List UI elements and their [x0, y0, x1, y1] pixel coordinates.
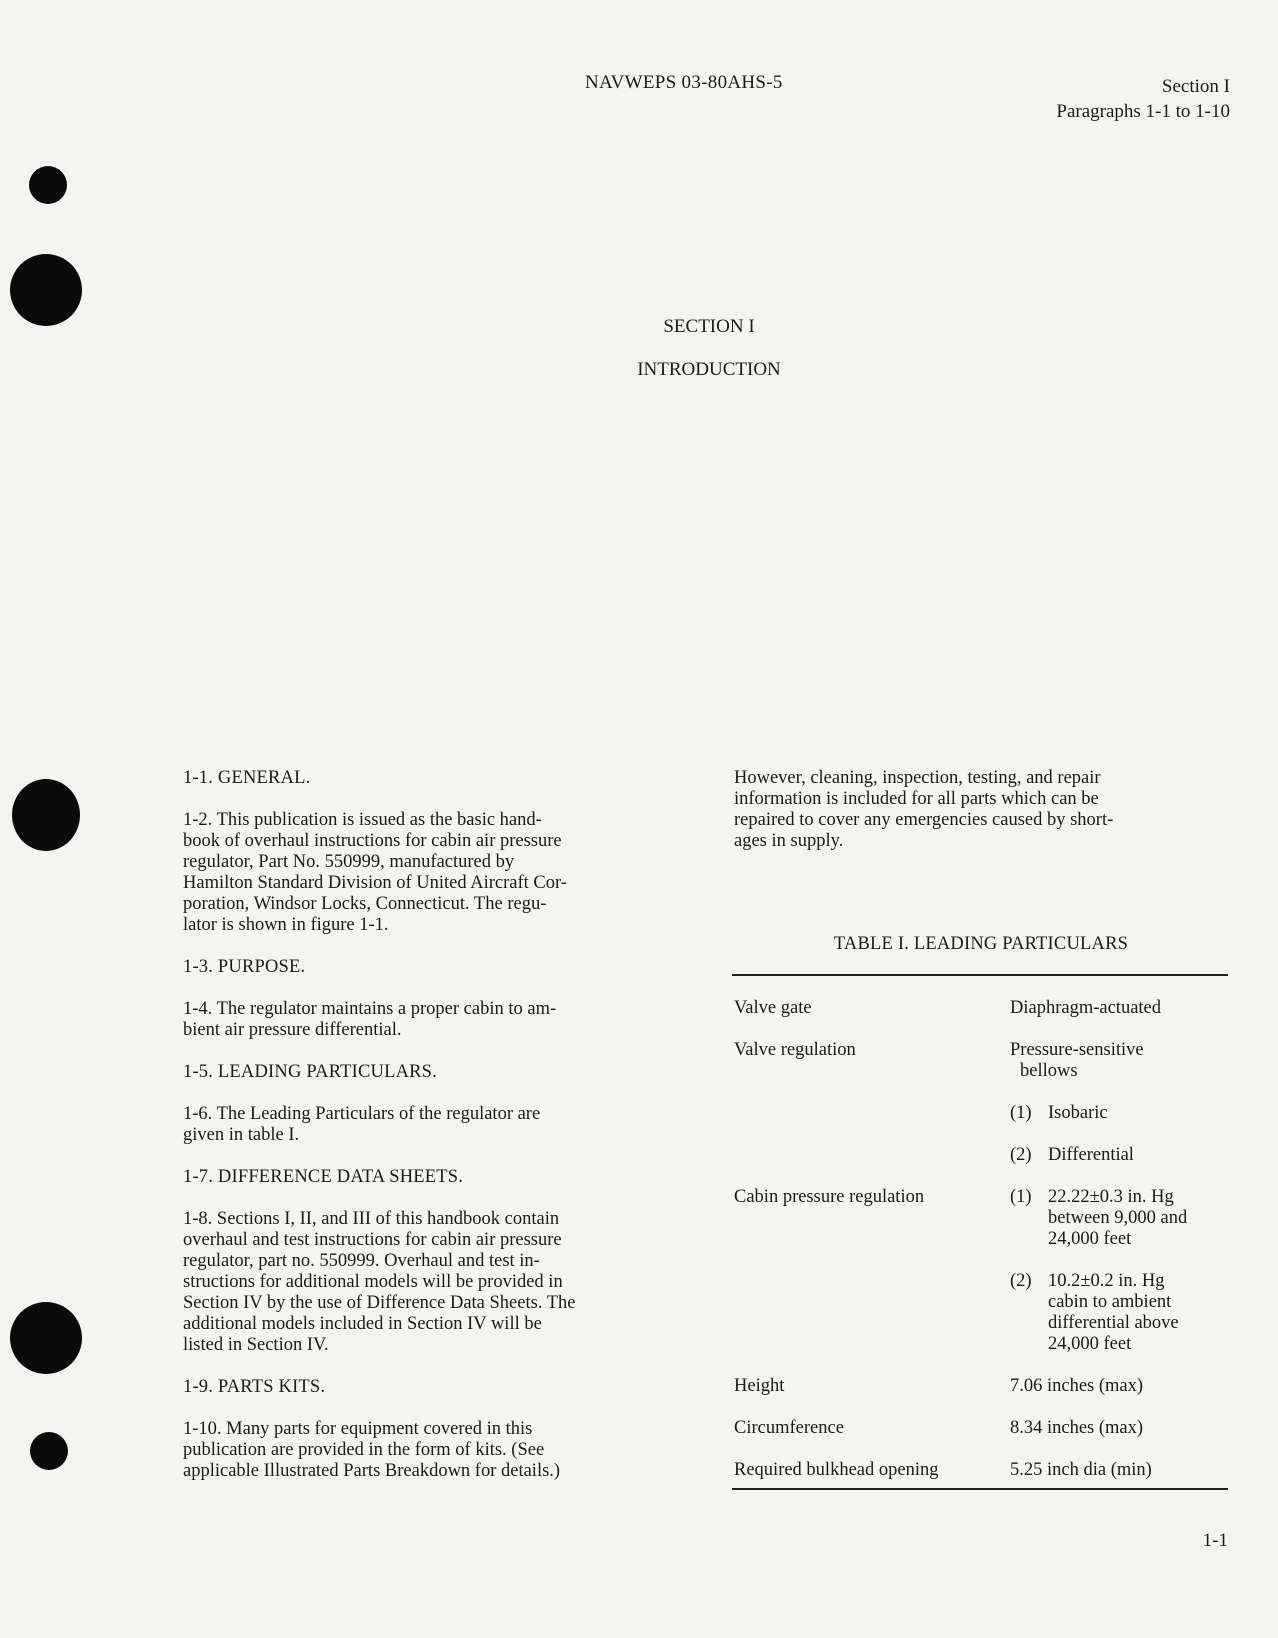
value-line: differential above: [1048, 1313, 1179, 1333]
leading-particulars-table: [734, 998, 1228, 1481]
table-row: [734, 1376, 1228, 1397]
sub-number: (2): [1010, 1145, 1032, 1165]
value-line: cabin to ambient: [1048, 1292, 1172, 1312]
row-value: 7.06 inches (max): [1010, 1376, 1144, 1396]
row-name: Height: [734, 1376, 785, 1396]
table-top-rule: [732, 974, 1228, 976]
row-value: 8.34 inches (max): [1010, 1418, 1144, 1438]
text-line: given in table I.: [183, 1125, 300, 1145]
value-line: bellows: [1020, 1061, 1078, 1081]
binder-hole: [29, 166, 67, 204]
document-number: NAVWEPS 03-80AHS-5: [585, 72, 783, 93]
value-line: between 9,000 and: [1048, 1208, 1188, 1228]
row-name: Cabin pressure regulation: [734, 1187, 925, 1207]
row-name: Circumference: [734, 1418, 844, 1438]
binder-hole: [10, 1302, 82, 1374]
paragraph-1-2: [183, 810, 683, 936]
text-line: 1-4. The regulator maintains a proper cabin to am-: [183, 999, 557, 1019]
text-line: bient air pressure differential.: [183, 1020, 402, 1040]
row-name: Valve regulation: [734, 1040, 856, 1060]
text-line: lator is shown in figure 1-1.: [183, 915, 389, 935]
text-line: overhaul and test instructions for cabin air pressure: [183, 1230, 562, 1250]
row-value: [1010, 1040, 1228, 1166]
sub-number: (1): [1010, 1187, 1032, 1207]
binder-hole: [12, 779, 80, 851]
paragraph-1-4: [183, 999, 683, 1041]
section-title: SECTION I: [663, 316, 755, 337]
sub-item: [1010, 1271, 1228, 1355]
sub-number: (1): [1010, 1103, 1032, 1123]
table-row: [734, 1418, 1228, 1439]
sub-number: (2): [1010, 1271, 1032, 1291]
table-title: TABLE I. LEADING PARTICULARS: [833, 934, 1129, 954]
table-row: [734, 1040, 1228, 1166]
sub-text: [1048, 1271, 1228, 1355]
row-value: Diaphragm-actuated: [1010, 998, 1162, 1018]
page-number: 1-1: [1202, 1530, 1228, 1551]
introduction-title: INTRODUCTION: [637, 359, 781, 380]
text-line: publication are provided in the form of kits. (See: [183, 1440, 545, 1460]
text-line: regulator, Part No. 550999, manufactured by: [183, 852, 515, 872]
heading-parts-kits: 1-9. PARTS KITS.: [183, 1377, 326, 1397]
paragraphs-label: Paragraphs 1-1 to 1-10: [1056, 101, 1230, 122]
heading-leading-particulars: 1-5. LEADING PARTICULARS.: [183, 1062, 437, 1082]
paragraph-continuation: [734, 768, 1234, 852]
value-line: Pressure-sensitive: [1010, 1040, 1144, 1060]
text-line: poration, Windsor Locks, Connecticut. The regu-: [183, 894, 547, 914]
paragraph-1-8: [183, 1209, 683, 1356]
section-label: Section I: [1161, 76, 1230, 97]
text-line: applicable Illustrated Parts Breakdown for details.): [183, 1461, 561, 1481]
row-name: Required bulkhead opening: [734, 1460, 939, 1480]
table-row: [734, 1460, 1228, 1481]
table-row: [734, 998, 1228, 1019]
value-line: 24,000 feet: [1048, 1229, 1132, 1249]
row-value: [1010, 1187, 1228, 1355]
text-line: listed in Section IV.: [183, 1335, 329, 1355]
text-line: additional models included in Section IV will be: [183, 1314, 542, 1334]
text-line: 1-2. This publication is issued as the basic hand-: [183, 810, 542, 830]
text-line: 1-6. The Leading Particulars of the regulator are: [183, 1104, 541, 1124]
row-name: Valve gate: [734, 998, 812, 1018]
text-line: information is included for all parts which can be: [734, 789, 1099, 809]
left-column: [183, 768, 683, 1503]
sub-text: [1048, 1187, 1228, 1250]
value-line: 10.2±0.2 in. Hg: [1048, 1271, 1165, 1291]
sub-text: Isobaric: [1048, 1103, 1108, 1123]
binder-hole: [30, 1432, 68, 1470]
text-line: Section IV by the use of Difference Data Sheets. The: [183, 1293, 576, 1313]
text-line: ages in supply.: [734, 831, 844, 851]
sub-item: [1010, 1187, 1228, 1250]
section-reference: [1056, 74, 1230, 124]
heading-difference-data-sheets: 1-7. DIFFERENCE DATA SHEETS.: [183, 1167, 464, 1187]
text-line: 1-10. Many parts for equipment covered in this: [183, 1419, 533, 1439]
text-line: However, cleaning, inspection, testing, and repair: [734, 768, 1101, 788]
right-column: [734, 768, 1234, 873]
table-bottom-rule: [732, 1488, 1228, 1490]
row-value: 5.25 inch dia (min): [1010, 1460, 1152, 1480]
text-line: book of overhaul instructions for cabin air pressure: [183, 831, 562, 851]
heading-purpose: 1-3. PURPOSE.: [183, 957, 306, 977]
sub-item: [1010, 1145, 1228, 1166]
value-line: 22.22±0.3 in. Hg: [1048, 1187, 1174, 1207]
text-line: structions for additional models will be provided in: [183, 1272, 563, 1292]
text-line: repaired to cover any emergencies caused by short-: [734, 810, 1114, 830]
sub-text: Differential: [1048, 1145, 1134, 1165]
heading-general: 1-1. GENERAL.: [183, 768, 311, 788]
paragraph-1-6: [183, 1104, 683, 1146]
text-line: regulator, part no. 550999. Overhaul and test in-: [183, 1251, 540, 1271]
table-row: [734, 1187, 1228, 1355]
text-line: Hamilton Standard Division of United Aircraft Cor-: [183, 873, 567, 893]
value-line: 24,000 feet: [1048, 1334, 1132, 1354]
sub-item: [1010, 1103, 1228, 1124]
paragraph-1-10: [183, 1419, 683, 1482]
text-line: 1-8. Sections I, II, and III of this handbook contain: [183, 1209, 560, 1229]
